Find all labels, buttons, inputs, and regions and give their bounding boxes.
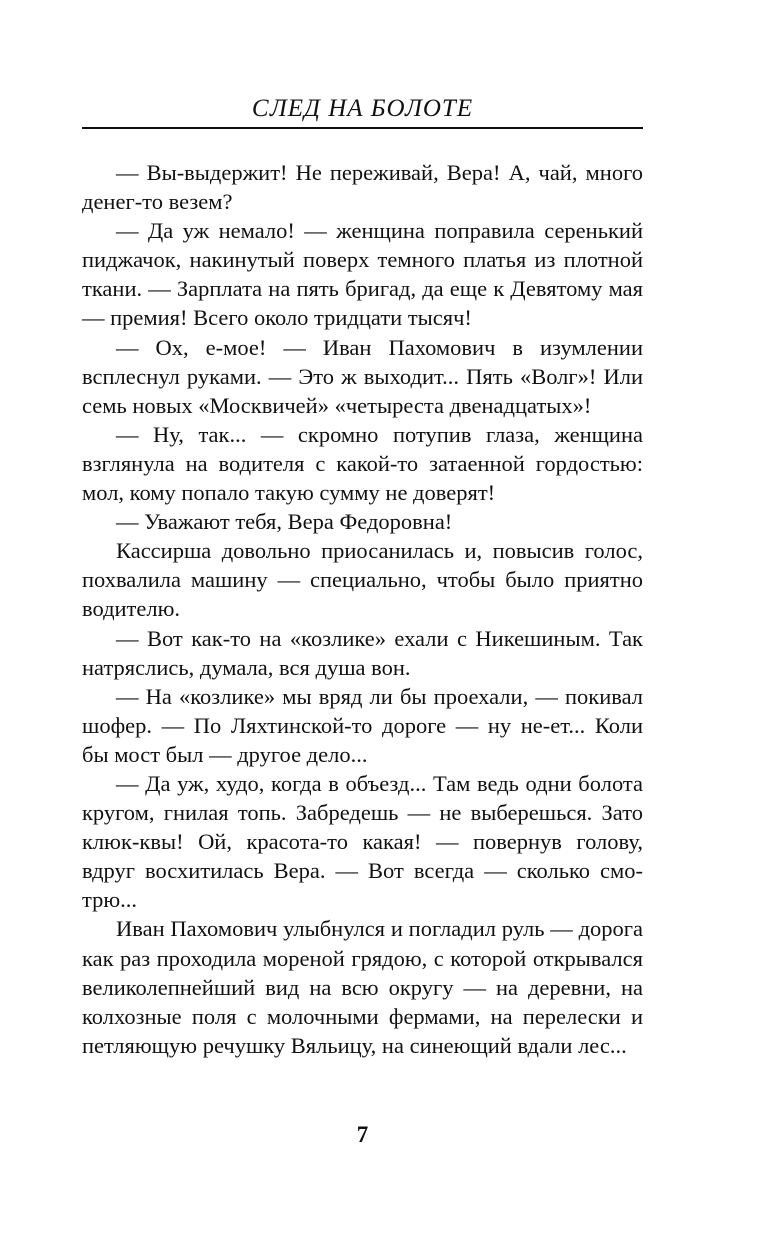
paragraph: Кассирша довольно приосанилась и, повысив голос, похвалила машину — специально, чтобы было приятно водителю. bbox=[82, 538, 643, 622]
paragraph: Иван Пахомович улыбнулся и погладил руль — дорога как раз проходила мореной грядою, с которой открывался великолепнейший вид на всю округу — на деревни, на колхозные поля с молочными фермами, на перелески и петляющую речушку Вяльицу, на синеющий вдали лес... bbox=[82, 916, 643, 1058]
paragraph: — Уважают тебя, Вера Федоровна! bbox=[116, 509, 453, 535]
header-rule bbox=[82, 127, 643, 129]
paragraph: — Ох, е-мое! — Иван Пахомович в изумлении всплеснул руками. — Это ж выходит... Пять «Волг»! Или семь новых «Москвичей» «четыреста двенадцатых»! bbox=[82, 334, 643, 418]
paragraph: — На «козлике» мы вряд ли бы проехали, — покивал шофер. — По Ляхтинской-то дороге — ну не-ет... Коли бы мост был — другое дело... bbox=[82, 683, 643, 767]
page-number: 7 bbox=[356, 1122, 369, 1147]
paragraph: — Да уж, худо, когда в объезд... Там ведь одни болота кругом, гнилая топь. Забредешь — не выберешься. Зато клюк-квы! Ой, красота-то какая! — повернув голову, вдруг восхитилась Вера. — Вот всегда — сколько смотрю... bbox=[82, 770, 643, 913]
running-head-title: СЛЕД НА БОЛОТЕ bbox=[251, 95, 474, 122]
paragraph: — Ну, так... — скромно потупив глаза, женщина взглянула на водителя с какой-то затаенной гордостью: мол, кому попало такую сумму не доверят! bbox=[82, 421, 643, 506]
paragraph: — Да уж немало! — женщина поправила серенький пиджачок, накинутый поверх темного платья из плотной ткани. — Зарплата на пять бригад, да еще к Девятому мая — премия! Всего около тридцати тысяч! bbox=[82, 218, 643, 331]
body-text bbox=[82, 158, 643, 1060]
paragraph: — Вы-выдержит! Не переживай, Вера! А, чай, много денег-то везем? bbox=[82, 160, 643, 215]
paragraph: — Вот как-то на «козлике» ехали с Никешиным. Так натряслись, думала, вся душа вон. bbox=[82, 625, 643, 680]
